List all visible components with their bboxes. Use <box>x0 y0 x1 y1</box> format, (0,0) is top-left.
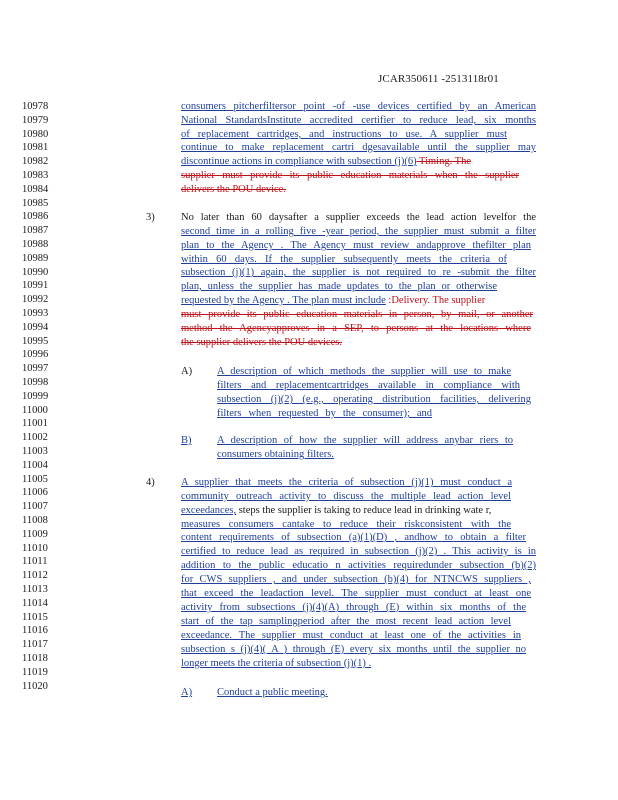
item-label-3: 3) <box>146 212 155 223</box>
line-number: 11001 <box>22 418 48 430</box>
line-number: 11018 <box>22 653 48 664</box>
text-line-10997: A description of which methods the supplier will use to make <box>217 366 511 377</box>
document-id: JCAR350611 -2513118r01 <box>378 73 499 85</box>
line-number: 11013 <box>22 584 48 595</box>
text-line-11002: A description of how the supplier will address anybar riers to <box>217 435 513 446</box>
text-line-11010: certified to reduce lead as required in subsection (j)(2) . This activity is in <box>181 546 536 557</box>
text-line-11016: exceedance. The supplier must conduct at least one of the activities in <box>181 630 521 641</box>
line-number: 11015 <box>22 611 48 623</box>
line-number: 10989 <box>22 252 49 264</box>
line-number: 11020 <box>22 680 48 692</box>
text-line-10989: within 60 days. If the supplier subsequently meets the criteria of <box>181 254 507 265</box>
text-line-11012: for CWS suppliers , and under subsection (b)(4) for NTNCWS suppliers , <box>181 574 531 585</box>
text-line-11015: start of the tap samplingperiod after the most recent lead action level <box>181 616 511 627</box>
line-number: 10997 <box>22 363 49 375</box>
line-number: 11011 <box>22 556 48 568</box>
line-number: 11009 <box>22 528 48 540</box>
line-number: 10982 <box>22 156 49 168</box>
text-line-10981: continue to make replacement cartri dgesavailable until the supplier may <box>181 142 536 153</box>
line-number: 10986 <box>22 211 49 223</box>
line-number: 10990 <box>22 266 49 278</box>
line-number: 10992 <box>22 294 49 306</box>
text-line-10992 <box>181 295 536 307</box>
line-number: 11002 <box>22 432 48 444</box>
text-line-10995: the supplier delivers the POU devices. <box>181 337 342 348</box>
text-line-10999: subsection (j)(2) (e.g., operating distribution facilities, delivering <box>217 394 531 405</box>
text-line-10998: filters and replacementcartridges available in compliance with <box>217 380 520 391</box>
line-number: 11003 <box>22 446 48 457</box>
line-number: 10998 <box>22 377 49 388</box>
text-line-11014: activity from subsections (j)(4)(A) through (E) within six months of the <box>181 602 526 613</box>
item-label-4: 4) <box>146 477 155 488</box>
text-line-10987: second time in a rolling five -year period, the supplier must submit a filter <box>181 226 536 237</box>
text-line-10984: delivers the POU device. <box>181 184 286 195</box>
line-number: 10985 <box>22 197 49 209</box>
text-line-10982 <box>181 156 536 168</box>
line-number: 10981 <box>22 142 49 154</box>
text-line-10991: plan, unless the supplier has made updates to the plan or otherwise <box>181 281 497 292</box>
text-line-11013: that exceed the leadaction level. The supplier must conduct at least one <box>181 588 531 599</box>
text-line-11007-original: steps the supplier is taking to reduce lead in drinking wate r, <box>236 505 492 516</box>
text-line-10980: of replacement cartridges, and instructions to use. A supplier must <box>181 129 507 140</box>
line-number: 10980 <box>22 128 49 140</box>
line-number: 11012 <box>22 570 48 582</box>
text-line-10979: National StandardsInstitute accredited certifier to reduce lead, six months <box>181 115 536 126</box>
line-number: 10994 <box>22 321 49 333</box>
text-line-11018: longer meets the criteria of subsection (j)(1) . <box>181 658 372 669</box>
line-number: 10984 <box>22 183 49 195</box>
line-number: 10991 <box>22 280 49 292</box>
text-line-10988: plan to the Agency . The Agency must review andapprove thefilter plan <box>181 240 531 251</box>
line-number: 10979 <box>22 114 49 126</box>
text-line-11008: measures consumers cantake to reduce their riskconsistent with the <box>181 519 511 530</box>
line-number: 11008 <box>22 515 48 526</box>
text-line-11007 <box>181 505 536 517</box>
line-number: 11019 <box>22 666 48 678</box>
text-line-10986: No later than 60 daysafter a supplier exceeds the lead action levelfor the <box>181 212 536 223</box>
line-number: 10978 <box>22 101 49 112</box>
line-number: 11007 <box>22 501 48 513</box>
line-number: 10999 <box>22 390 49 402</box>
line-number: 11010 <box>22 542 48 554</box>
text-line-10992-replaced: :Delivery. The supplier <box>385 295 486 306</box>
line-number: 11016 <box>22 625 48 637</box>
text-line-11000: filters when requested by the consumer); and <box>217 408 432 419</box>
text-line-10993: must provide its public education materials in person, by mail, or another <box>181 309 533 320</box>
text-line-11020: Conduct a public meeting. <box>217 687 328 698</box>
text-line-10978: consumers pitcherfiltersor point -of -use devices certified by an American <box>181 101 536 112</box>
item-label-3a: A) <box>181 366 193 377</box>
text-line-11005: A supplier that meets the criteria of subsection (j)(1) must conduct a <box>181 477 512 488</box>
line-number: 10993 <box>22 308 49 319</box>
line-number: 10988 <box>22 239 49 250</box>
text-line-11007-inserted: exceedances, <box>181 505 237 516</box>
text-line-11006: community outreach activity to discuss the multiple lead action level <box>181 491 511 502</box>
text-line-11011: addition to the public educatio n activities requiredunder subsection (b)(2) <box>181 560 536 571</box>
line-number: 10995 <box>22 335 49 347</box>
text-line-10990: subsection (j)(1) again, the supplier is not required to re -submit the filter <box>181 267 536 278</box>
line-number: 11004 <box>22 459 48 471</box>
text-line-10983: supplier must provide its public education materials when the supplier <box>181 170 519 181</box>
line-number: 11014 <box>22 597 48 609</box>
line-number: 11005 <box>22 473 48 485</box>
text-line-11009: content requirements of subsection (a)(1)(D) , andhow to obtain a filter <box>181 532 526 543</box>
text-line-11017: subsection s (j)(4)( A ) through (E) every six months until the supplier no <box>181 644 526 655</box>
line-number: 11006 <box>22 487 48 499</box>
line-number: 10983 <box>22 170 49 181</box>
line-number: 10987 <box>22 225 49 237</box>
item-label-3b: B) <box>181 435 192 446</box>
line-number: 10996 <box>22 349 49 361</box>
item-label-4a: A) <box>181 687 193 698</box>
line-number: 11000 <box>22 404 48 416</box>
text-line-10982-deleted: Timing. The <box>416 156 471 167</box>
text-line-10992-inserted: requested by the Agency . The plan must include <box>181 295 386 306</box>
text-line-11003: consumers obtaining filters. <box>217 449 334 460</box>
text-line-10982-inserted: discontinue actions in compliance with subsection (j)(6) <box>181 156 417 167</box>
text-line-10994: method the Agencyapproves in a SEP, to persons at the locations where <box>181 323 531 334</box>
line-number: 11017 <box>22 639 48 651</box>
